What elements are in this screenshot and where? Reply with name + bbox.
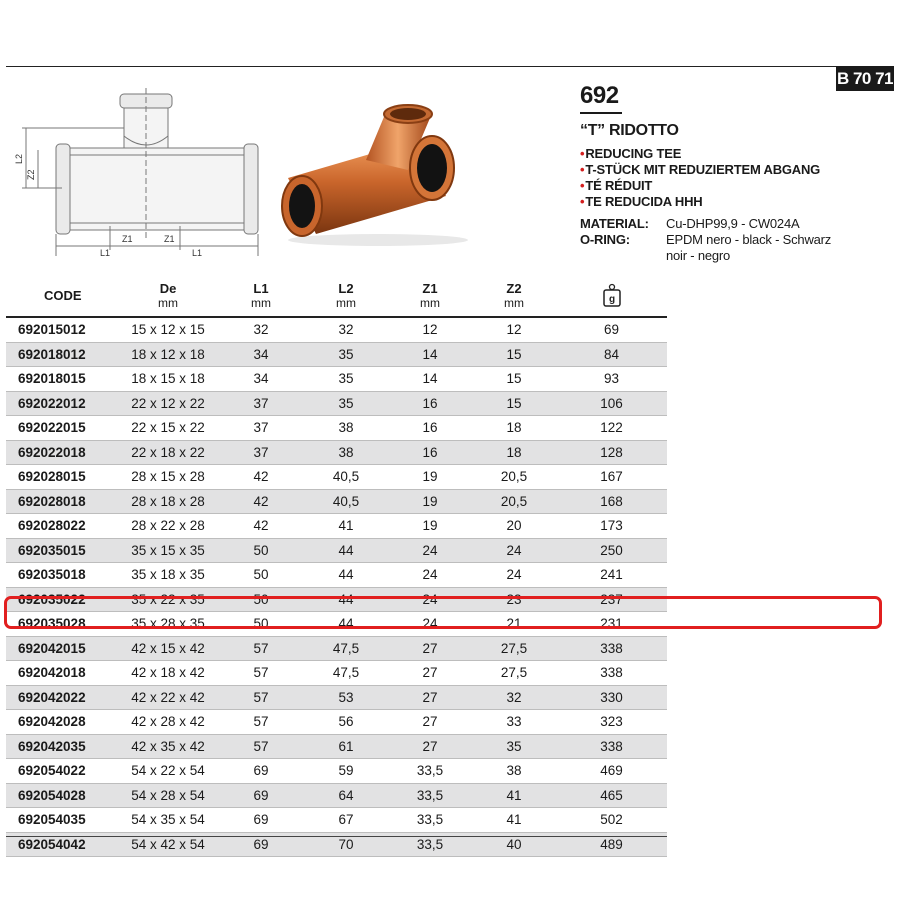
table-cell: 44	[304, 587, 388, 612]
table-cell: 241	[556, 563, 667, 588]
z1-right-label: Z1	[164, 234, 175, 244]
col-header-l2: L2 mm	[304, 276, 388, 317]
table-cell: 19	[388, 489, 472, 514]
table-cell: 59	[304, 759, 388, 784]
product-code-cell: 692035028	[6, 612, 118, 637]
table-cell: 40,5	[304, 489, 388, 514]
table-cell: 57	[218, 685, 304, 710]
table-cell: 40,5	[304, 465, 388, 490]
bullet-icon: •	[580, 194, 585, 209]
product-code-cell: 692018012	[6, 342, 118, 367]
product-code-cell: 692054042	[6, 832, 118, 857]
table-cell: 54 x 42 x 54	[118, 832, 218, 857]
table-cell: 50	[218, 587, 304, 612]
table-cell: 37	[218, 440, 304, 465]
product-code-cell: 692035022	[6, 587, 118, 612]
table-cell: 50	[218, 612, 304, 637]
table-cell: 54 x 22 x 54	[118, 759, 218, 784]
table-cell: 50	[218, 538, 304, 563]
product-photo	[268, 100, 478, 250]
table-row	[6, 808, 667, 833]
table-cell: 16	[388, 416, 472, 441]
table-cell: 15 x 12 x 15	[118, 317, 218, 342]
table-cell: 15	[472, 391, 556, 416]
product-code-cell: 692022018	[6, 440, 118, 465]
table-cell: 34	[218, 342, 304, 367]
dimensions-table	[6, 276, 667, 857]
table-cell: 24	[388, 587, 472, 612]
col-header-l1: L1 mm	[218, 276, 304, 317]
bullet-icon: •	[580, 162, 585, 177]
table-cell: 70	[304, 832, 388, 857]
highlight-box	[4, 596, 882, 629]
product-code-cell: 692054028	[6, 783, 118, 808]
table-cell: 122	[556, 416, 667, 441]
z1-left-label: Z1	[122, 234, 133, 244]
table-cell: 38	[304, 416, 388, 441]
table-row	[6, 783, 667, 808]
table-cell: 20,5	[472, 465, 556, 490]
table-cell: 33,5	[388, 783, 472, 808]
table-cell: 67	[304, 808, 388, 833]
table-cell: 41	[472, 783, 556, 808]
product-code-cell: 692054022	[6, 759, 118, 784]
table-cell: 128	[556, 440, 667, 465]
table-cell: 20	[472, 514, 556, 539]
table-cell: 15	[472, 342, 556, 367]
table-cell: 56	[304, 710, 388, 735]
table-row	[6, 563, 667, 588]
l1-left-label: L1	[100, 248, 111, 258]
bullet-icon: •	[580, 178, 585, 193]
table-cell: 24	[388, 563, 472, 588]
l1-right-label: L1	[192, 248, 203, 258]
table-cell: 27	[388, 685, 472, 710]
table-row	[6, 416, 667, 441]
col-header-de: De mm	[118, 276, 218, 317]
table-row	[6, 367, 667, 392]
col-header-z1: Z1 mm	[388, 276, 472, 317]
table-cell: 35 x 28 x 35	[118, 612, 218, 637]
table-cell: 27	[388, 710, 472, 735]
table-row	[6, 710, 667, 735]
product-code-cell: 692015012	[6, 317, 118, 342]
col-header-weight	[556, 276, 667, 317]
spec-material: MATERIAL: Cu-DHP99,9 - CW024A	[580, 216, 800, 231]
table-cell: 32	[304, 317, 388, 342]
table-cell: 57	[218, 734, 304, 759]
spec-oring-cont: noir - negro	[666, 248, 731, 263]
table-row	[6, 661, 667, 686]
table-cell: 69	[218, 783, 304, 808]
table-cell: 231	[556, 612, 667, 637]
table-row	[6, 465, 667, 490]
table-cell: 50	[218, 563, 304, 588]
table-cell: 47,5	[304, 661, 388, 686]
table-cell: 35 x 22 x 35	[118, 587, 218, 612]
table-cell: 18 x 12 x 18	[118, 342, 218, 367]
table-cell: 41	[304, 514, 388, 539]
product-code-cell: 692042035	[6, 734, 118, 759]
table-row	[6, 636, 667, 661]
table-cell: 168	[556, 489, 667, 514]
table-cell: 22 x 15 x 22	[118, 416, 218, 441]
table-cell: 338	[556, 661, 667, 686]
table-cell: 27	[388, 661, 472, 686]
table-cell: 173	[556, 514, 667, 539]
l2-label: L2	[14, 153, 24, 164]
table-cell: 20,5	[472, 489, 556, 514]
table-cell: 42 x 15 x 42	[118, 636, 218, 661]
table-cell: 465	[556, 783, 667, 808]
table-cell: 28 x 15 x 28	[118, 465, 218, 490]
table-cell: 42 x 22 x 42	[118, 685, 218, 710]
spec-oring: O-RING: EPDM nero - black - Schwarz	[580, 232, 832, 247]
table-cell: 27,5	[472, 661, 556, 686]
table-cell: 69	[218, 832, 304, 857]
table-cell: 57	[218, 661, 304, 686]
table-cell: 35 x 15 x 35	[118, 538, 218, 563]
table-row	[6, 734, 667, 759]
product-code-cell: 692042018	[6, 661, 118, 686]
product-code-cell: 692022015	[6, 416, 118, 441]
table-row	[6, 514, 667, 539]
table-cell: 53	[304, 685, 388, 710]
table-cell: 16	[388, 440, 472, 465]
table-cell: 35	[304, 342, 388, 367]
product-code-cell: 692018015	[6, 367, 118, 392]
table-row	[6, 391, 667, 416]
table-cell: 19	[388, 514, 472, 539]
product-code-cell: 692028022	[6, 514, 118, 539]
table-cell: 38	[472, 759, 556, 784]
z2-label: Z2	[26, 169, 36, 180]
table-cell: 27,5	[472, 636, 556, 661]
description-item: •REDUCING TEE	[580, 146, 682, 161]
product-code-cell: 692022012	[6, 391, 118, 416]
table-cell: 14	[388, 367, 472, 392]
table-cell: 33,5	[388, 808, 472, 833]
table-cell: 57	[218, 710, 304, 735]
product-title: “T” RIDOTTO	[580, 122, 679, 139]
table-cell: 42	[218, 489, 304, 514]
product-code-cell: 692042015	[6, 636, 118, 661]
table-cell: 93	[556, 367, 667, 392]
table-cell: 23	[472, 587, 556, 612]
product-code-cell: 692042022	[6, 685, 118, 710]
table-cell: 489	[556, 832, 667, 857]
bullet-icon: •	[580, 146, 585, 161]
table-cell: 250	[556, 538, 667, 563]
table-cell: 24	[472, 538, 556, 563]
table-cell: 338	[556, 636, 667, 661]
table-cell: 18	[472, 416, 556, 441]
table-cell: 28 x 18 x 28	[118, 489, 218, 514]
title-underline	[580, 112, 622, 114]
table-cell: 33	[472, 710, 556, 735]
table-cell: 22 x 18 x 22	[118, 440, 218, 465]
table-cell: 64	[304, 783, 388, 808]
table-cell: 18	[472, 440, 556, 465]
table-row	[6, 685, 667, 710]
table-cell: 18 x 15 x 18	[118, 367, 218, 392]
col-header-code: CODE	[6, 276, 118, 317]
top-rule	[6, 66, 894, 67]
product-code-cell: 692054035	[6, 808, 118, 833]
table-row	[6, 342, 667, 367]
table-cell: 33,5	[388, 759, 472, 784]
product-code-cell: 692035018	[6, 563, 118, 588]
table-cell: 21	[472, 612, 556, 637]
table-cell: 24	[472, 563, 556, 588]
table-cell: 35 x 18 x 35	[118, 563, 218, 588]
table-cell: 27	[388, 636, 472, 661]
table-cell: 34	[218, 367, 304, 392]
table-cell: 35	[304, 391, 388, 416]
table-row	[6, 317, 667, 342]
description-item: •TÉ RÉDUIT	[580, 178, 653, 193]
table-cell: 37	[218, 391, 304, 416]
table-cell: 338	[556, 734, 667, 759]
product-code-cell: 692035015	[6, 538, 118, 563]
description-item: •TE REDUCIDA HHH	[580, 194, 703, 209]
table-cell: 33,5	[388, 832, 472, 857]
table-cell: 32	[218, 317, 304, 342]
table-cell: 69	[218, 759, 304, 784]
table-cell: 42 x 18 x 42	[118, 661, 218, 686]
table-body	[6, 317, 667, 857]
table-cell: 14	[388, 342, 472, 367]
svg-text:g: g	[608, 293, 615, 305]
table-row	[6, 759, 667, 784]
table-cell: 44	[304, 612, 388, 637]
table-cell: 502	[556, 808, 667, 833]
table-cell: 32	[472, 685, 556, 710]
table-row	[6, 538, 667, 563]
table-cell: 42 x 35 x 42	[118, 734, 218, 759]
product-code-cell: 692028015	[6, 465, 118, 490]
col-header-z2: Z2 mm	[472, 276, 556, 317]
table-cell: 44	[304, 563, 388, 588]
spec-block	[580, 216, 896, 264]
page-code-badge: B 70 71	[836, 66, 894, 91]
table-cell: 54 x 35 x 54	[118, 808, 218, 833]
table-cell: 167	[556, 465, 667, 490]
product-code-cell: 692028018	[6, 489, 118, 514]
table-cell: 237	[556, 587, 667, 612]
table-cell: 24	[388, 538, 472, 563]
table-cell: 24	[388, 612, 472, 637]
table-cell: 69	[556, 317, 667, 342]
table-cell: 40	[472, 832, 556, 857]
weight-icon	[602, 283, 622, 307]
description-item: •T-STÜCK MIT REDUZIERTEM ABGANG	[580, 162, 821, 177]
table-cell: 44	[304, 538, 388, 563]
description-list	[580, 146, 820, 210]
table-cell: 330	[556, 685, 667, 710]
table-cell: 42	[218, 514, 304, 539]
table-cell: 19	[388, 465, 472, 490]
table-cell: 42 x 28 x 42	[118, 710, 218, 735]
table-cell: 28 x 22 x 28	[118, 514, 218, 539]
table-cell: 37	[218, 416, 304, 441]
technical-drawing	[14, 88, 264, 264]
table-cell: 35	[472, 734, 556, 759]
table-cell: 12	[388, 317, 472, 342]
table-row	[6, 440, 667, 465]
table-cell: 41	[472, 808, 556, 833]
table-cell: 61	[304, 734, 388, 759]
table-cell: 27	[388, 734, 472, 759]
table-cell: 323	[556, 710, 667, 735]
table-cell: 469	[556, 759, 667, 784]
table-cell: 69	[218, 808, 304, 833]
table-cell: 22 x 12 x 22	[118, 391, 218, 416]
table-cell: 42	[218, 465, 304, 490]
table-cell: 84	[556, 342, 667, 367]
table-cell: 16	[388, 391, 472, 416]
table-cell: 38	[304, 440, 388, 465]
table-cell: 54 x 28 x 54	[118, 783, 218, 808]
table-cell: 57	[218, 636, 304, 661]
table-cell: 47,5	[304, 636, 388, 661]
table-cell: 15	[472, 367, 556, 392]
table-row	[6, 489, 667, 514]
table-cell: 35	[304, 367, 388, 392]
table-bottom-rule	[6, 836, 667, 837]
product-number: 692	[580, 82, 619, 109]
table-header	[6, 276, 667, 317]
table-cell: 106	[556, 391, 667, 416]
table-cell: 12	[472, 317, 556, 342]
product-code-cell: 692042028	[6, 710, 118, 735]
